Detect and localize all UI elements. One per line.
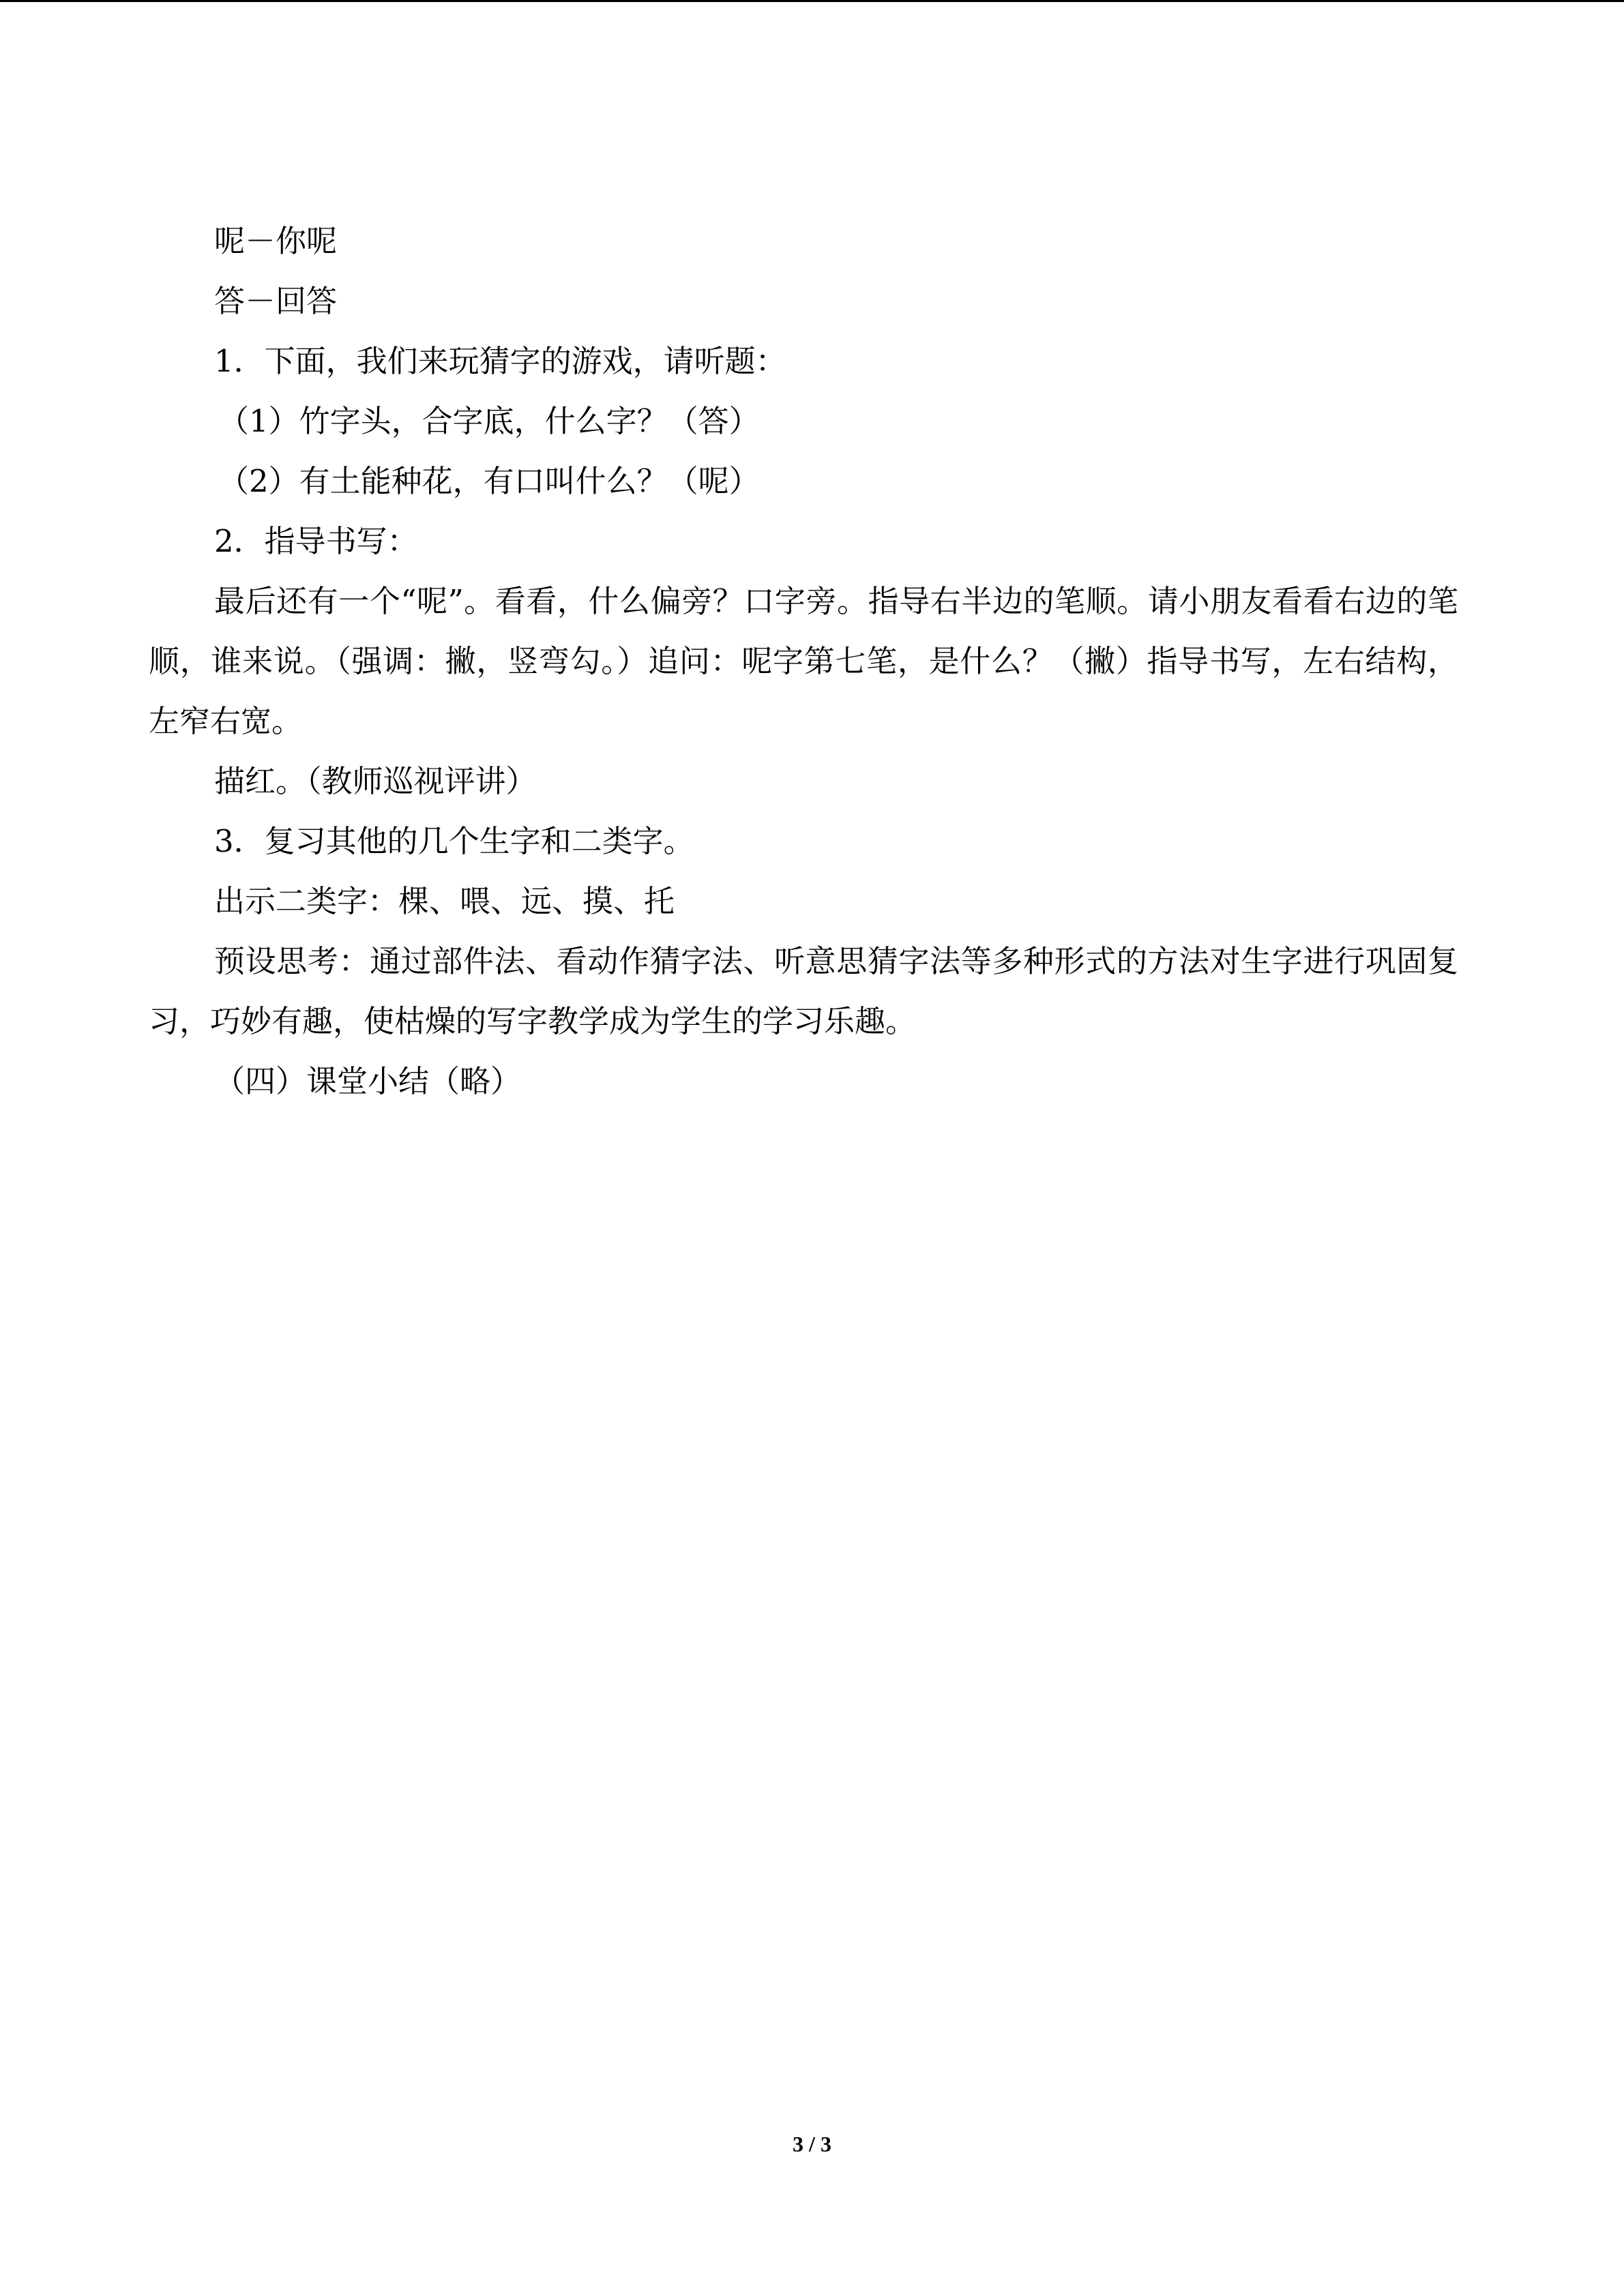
text-line: 呢－你呢 xyxy=(214,223,338,259)
text-line: 1．下面，我们来玩猜字的游戏，请听题： xyxy=(214,343,786,379)
text-line: 出示二类字：棵、喂、远、摸、托 xyxy=(214,883,675,919)
text-line: （2）有土能种花，有口叫什么？（呢） xyxy=(218,463,760,499)
page-number: 3 / 3 xyxy=(793,2132,831,2156)
section-heading: （四）课堂小结（略） xyxy=(214,1063,522,1099)
text-line: 3．复习其他的几个生字和二类字。 xyxy=(214,823,694,859)
page-top-border xyxy=(0,0,1624,2)
text-line: 描红。（教师巡视评讲） xyxy=(214,763,537,799)
text-line: （1）竹字头，合字底，什么字？（答） xyxy=(218,403,760,439)
paragraph: 最后还有一个“呢”。看看，什么偏旁？口字旁。指导右半边的笔顺。请小朋友看看右边的笔顺，谁来说。（强调：撇，竖弯勾。）追问：呢字第七笔，是什么？（撇）指导书写，左右结构，左窄右宽。 xyxy=(149,583,1458,739)
paragraph: 预设思考：通过部件法、看动作猜字法、听意思猜字法等多种形式的方法对生字进行巩固复习，巧妙有趣，使枯燥的写字教学成为学生的学习乐趣。 xyxy=(149,943,1458,1039)
document-body xyxy=(149,211,1458,1112)
text-line: 答－回答 xyxy=(214,283,338,319)
text-line: 2．指导书写： xyxy=(214,523,418,559)
